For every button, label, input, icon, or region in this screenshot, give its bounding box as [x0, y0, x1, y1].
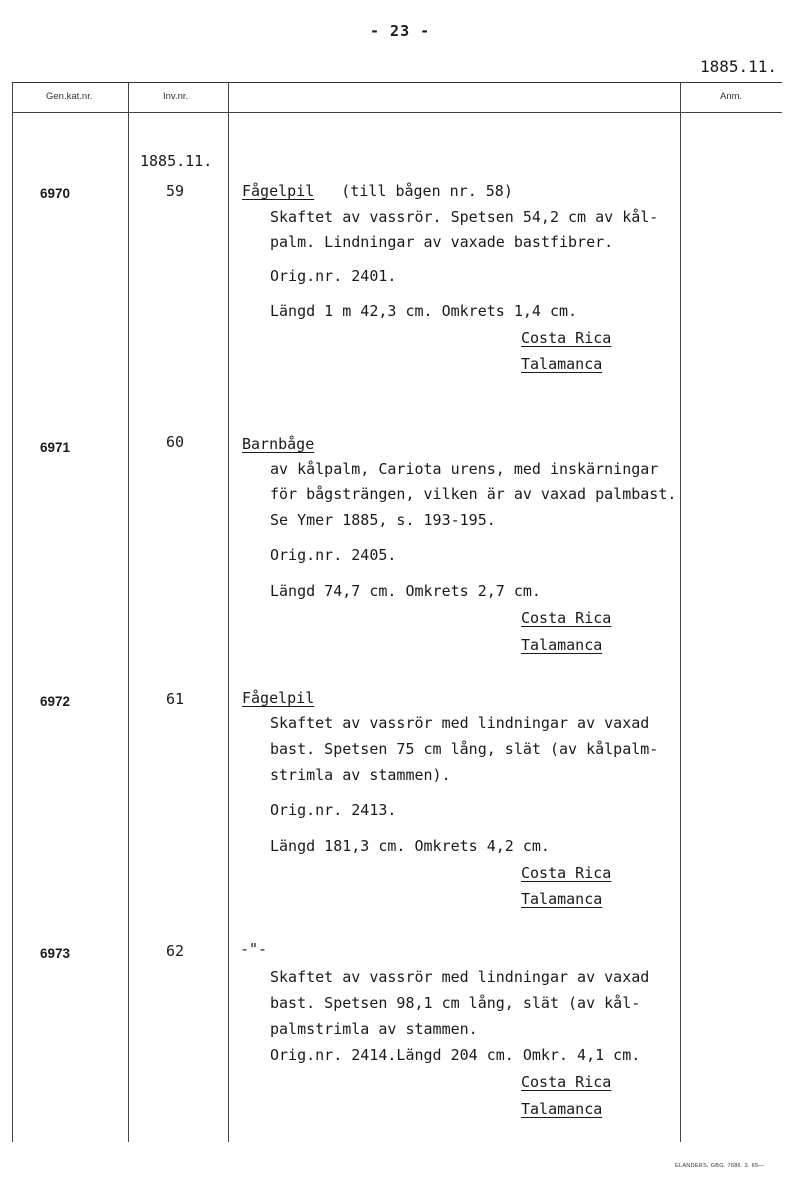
column-divider-left-edge — [12, 82, 13, 1142]
entry-place: Costa Rica — [521, 1073, 612, 1091]
accession-header: 1885.11. — [700, 57, 778, 76]
entry-line: Se Ymer 1885, s. 193-195. — [270, 511, 496, 529]
entry-line: av kålpalm, Cariota urens, med inskärningar — [270, 460, 659, 478]
entry-line: Längd 74,7 cm. Omkrets 2,7 cm. — [270, 582, 541, 600]
column-divider-desc-note — [680, 82, 681, 1142]
catalog-number: 6970 — [40, 186, 71, 201]
column-divider-cat-inv — [128, 82, 129, 1142]
entry-line: Orig.nr. 2405. — [270, 546, 397, 564]
entry-line: palm. Lindningar av vaxade bastfibrer. — [270, 233, 614, 251]
entry-line: strimla av stammen). — [270, 766, 451, 784]
entry-title: Fågelpil — [242, 182, 315, 200]
column-header-inv: Inv.nr. — [163, 91, 189, 102]
entry-title-extra: (till bågen nr. 58) — [341, 182, 513, 200]
entry-line: bast. Spetsen 75 cm lång, slät (av kålpalm- — [270, 740, 659, 758]
entry-place: Costa Rica — [521, 609, 612, 627]
catalog-number: 6973 — [40, 946, 71, 961]
page-number: - 23 - — [370, 22, 431, 40]
accession-label: 1885.11. — [140, 152, 213, 170]
column-header-cat: Gen.kat.nr. — [46, 91, 93, 102]
inventory-number: 61 — [166, 690, 185, 708]
printer-footer: ELANDERS, GBG. 7686. 3. 65— — [675, 1163, 765, 1169]
entry-line: palmstrimla av stammen. — [270, 1020, 478, 1038]
catalog-number: 6972 — [40, 694, 71, 709]
inventory-number: 59 — [166, 182, 185, 200]
entry-line: Orig.nr. 2413. — [270, 801, 397, 819]
entry-line: Längd 181,3 cm. Omkrets 4,2 cm. — [270, 837, 550, 855]
entry-title: Barnbåge — [242, 435, 315, 453]
inventory-number: 60 — [166, 433, 185, 451]
column-header-note: Anm. — [720, 91, 743, 102]
entry-line: Orig.nr. 2401. — [270, 267, 397, 285]
entry-title: Fågelpil — [242, 689, 315, 707]
entry-line: Skaftet av vassrör med lindningar av vaxad — [270, 968, 650, 986]
catalog-number: 6971 — [40, 440, 71, 455]
entry-line: Orig.nr. 2414.Längd 204 cm. Omkr. 4,1 cm. — [270, 1046, 641, 1064]
entry-region: Talamanca — [521, 1100, 603, 1118]
entry-line: bast. Spetsen 98,1 cm lång, slät (av kål- — [270, 994, 641, 1012]
entry-line: Skaftet av vassrör. Spetsen 54,2 cm av kål- — [270, 208, 659, 226]
entry-title: -"- — [240, 940, 268, 958]
entry-line: för bågsträngen, vilken är av vaxad palmbast. — [270, 485, 677, 503]
entry-region: Talamanca — [521, 355, 603, 373]
entry-region: Talamanca — [521, 636, 603, 654]
inventory-number: 62 — [166, 942, 185, 960]
entry-line: Längd 1 m 42,3 cm. Omkrets 1,4 cm. — [270, 302, 578, 320]
entry-line: Skaftet av vassrör med lindningar av vaxad — [270, 714, 650, 732]
column-divider-inv-desc — [228, 82, 229, 1142]
entry-place: Costa Rica — [521, 864, 612, 882]
entry-region: Talamanca — [521, 890, 603, 908]
entry-place: Costa Rica — [521, 329, 612, 347]
